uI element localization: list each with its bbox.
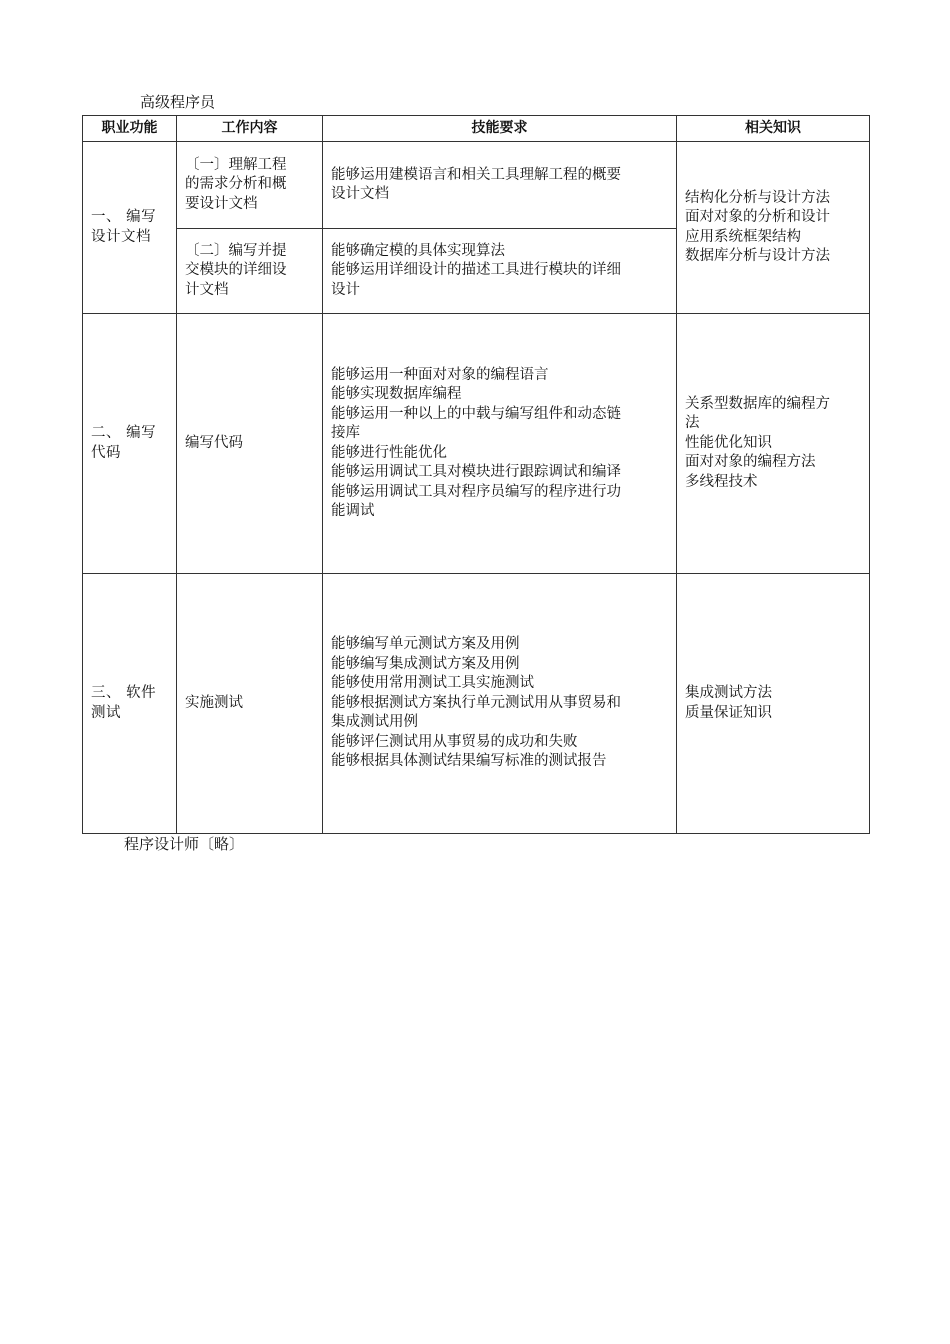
- content-cell: 实施测试: [177, 574, 323, 834]
- header-function: 职业功能: [83, 116, 177, 142]
- header-skills: 技能要求: [323, 116, 677, 142]
- skills-table: [82, 115, 870, 834]
- skills-cell: 能够编写单元测试方案及用例 能够编写集成测试方案及用例 能够使用常用测试工具实施测试 能够根据测试方案执行单元测试用从事贸易和 集成测试用例 能够评仨测试用从事贸易的成功和失败 能够根据具体测试结果编写标准的测试报告: [323, 574, 677, 834]
- table-header-row: [83, 116, 870, 142]
- header-knowledge: 相关知识: [677, 116, 870, 142]
- section-title: 高级程序员: [140, 93, 216, 111]
- table-row: [83, 314, 870, 574]
- table-row: [83, 574, 870, 834]
- table-row: [83, 142, 870, 229]
- content-cell: 〔二〕编写并提 交模块的详细设 计文档: [177, 229, 323, 314]
- function-cell: 二、 编写 代码: [83, 314, 177, 574]
- function-cell: 三、 软件 测试: [83, 574, 177, 834]
- function-cell: 一、 编写 设计文档: [83, 142, 177, 314]
- content-cell: 〔一〕理解工程 的需求分析和概 要设计文档: [177, 142, 323, 229]
- skills-cell: 能够运用建模语言和相关工具理解工程的概要 设计文档: [323, 142, 677, 229]
- header-content: 工作内容: [177, 116, 323, 142]
- skills-cell: 能够确定模的具体实现算法 能够运用详细设计的描述工具进行模块的详细 设计: [323, 229, 677, 314]
- skills-cell: 能够运用一种面对对象的编程语言 能够实现数据库编程 能够运用一种以上的中载与编写组件和动态链 接库 能够进行性能优化 能够运用调试工具对模块进行跟踪调试和编译 能够运用调试工具对程序员编写的程序进行功 能调试: [323, 314, 677, 574]
- knowledge-cell: 关系型数据库的编程方 法 性能优化知识 面对对象的编程方法 多线程技术: [677, 314, 870, 574]
- content-cell: 编写代码: [177, 314, 323, 574]
- knowledge-cell: 结构化分析与设计方法 面对对象的分析和设计 应用系统框架结构 数据库分析与设计方法: [677, 142, 870, 314]
- footer-note: 程序设计师〔略〕: [124, 835, 245, 853]
- knowledge-cell: 集成测试方法 质量保证知识: [677, 574, 870, 834]
